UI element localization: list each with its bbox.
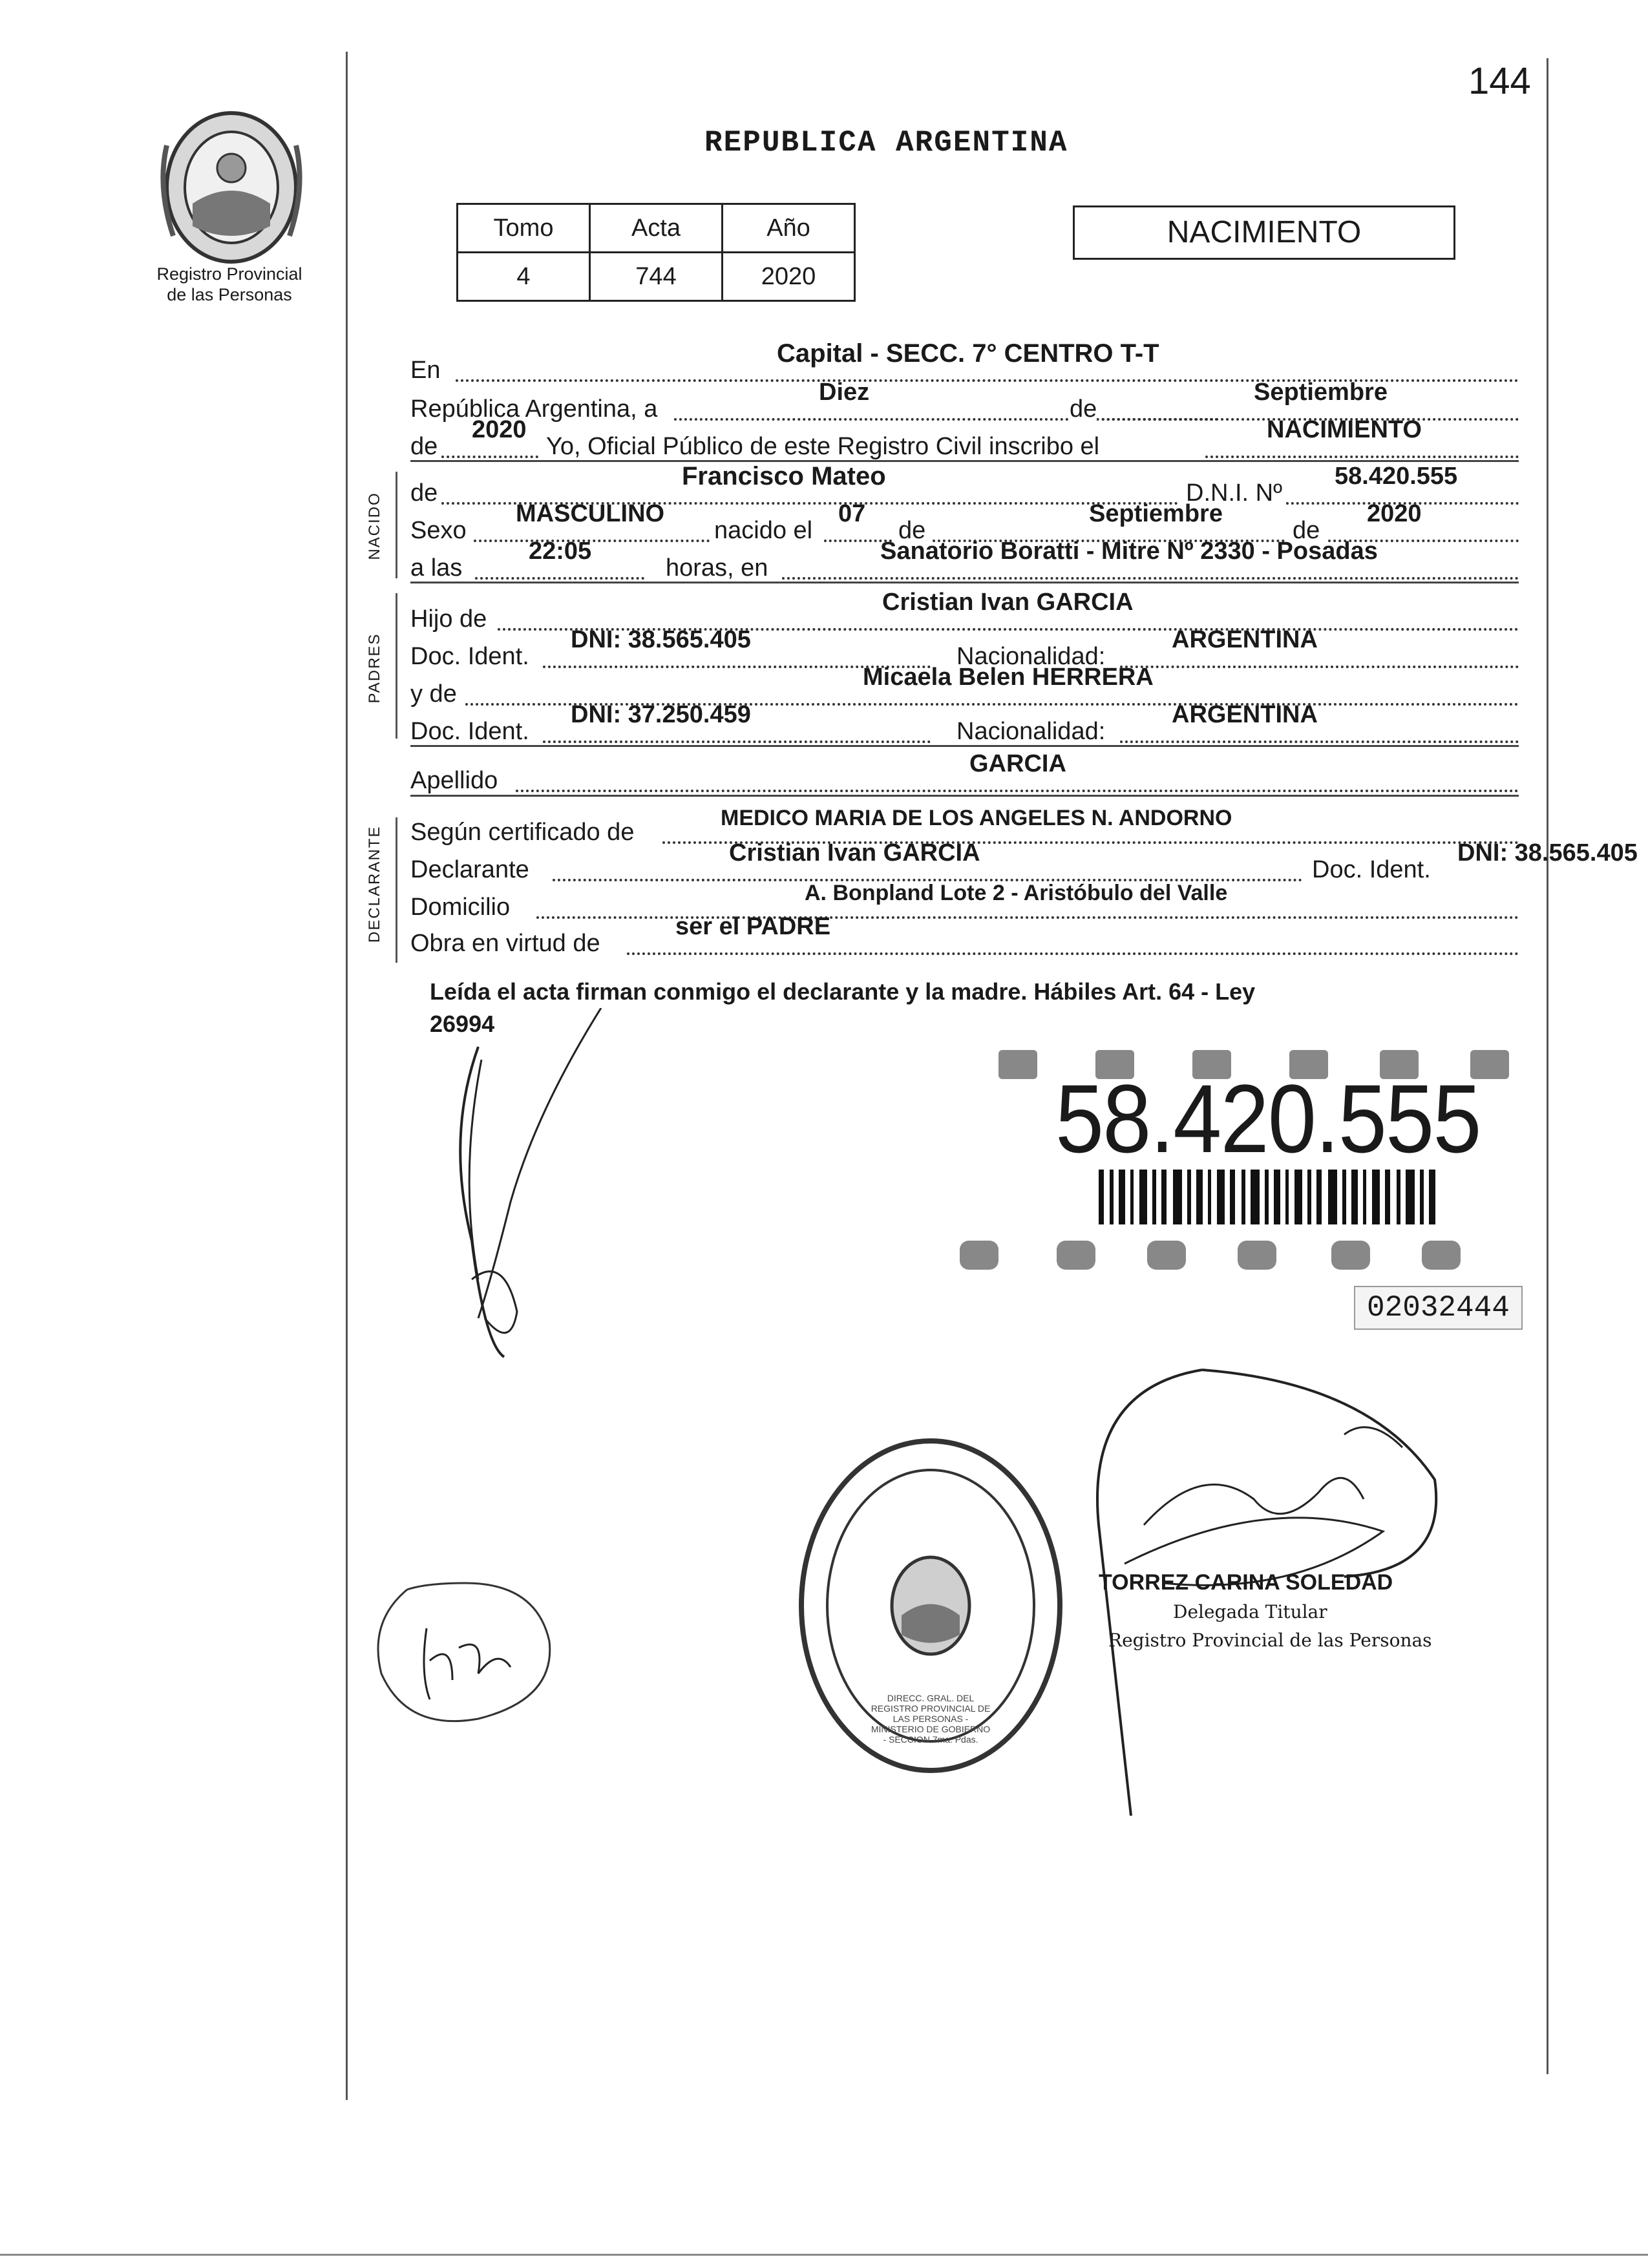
padre-nac-label: Nacionalidad: <box>956 643 1106 670</box>
signatory-name: TORREZ CARINA SOLEDAD <box>1099 1570 1393 1595</box>
en-value: Capital - SECC. 7° CENTRO T-T <box>777 339 1159 368</box>
apellido-value: GARCIA <box>969 750 1066 777</box>
domicilio-label: Domicilio <box>410 894 511 921</box>
nacido-mes: Septiembre <box>1089 500 1223 527</box>
sexo-label: Sexo <box>410 517 467 544</box>
serial-number: 02032444 <box>1354 1286 1523 1330</box>
right-border <box>1547 58 1548 2074</box>
inscribo-value: NACIMIENTO <box>1267 416 1422 443</box>
left-rule <box>346 52 348 2100</box>
anio-value-text: 2020 <box>472 416 527 443</box>
row-madre-doc <box>410 701 1519 750</box>
madre-nac-label: Nacionalidad: <box>956 718 1106 745</box>
registry-value-row <box>458 253 855 301</box>
decl-doc-value: DNI: 38.565.405 <box>1457 839 1638 866</box>
horas-label: horas, en <box>666 554 768 582</box>
logo-caption-line2: de las Personas <box>167 285 292 304</box>
dots <box>441 456 538 458</box>
dots <box>474 540 710 542</box>
declarant-signature <box>433 1008 627 1370</box>
nacido-side-label: NACIDO <box>366 492 383 560</box>
dots <box>516 790 1519 792</box>
page-number: 144 <box>1468 60 1531 102</box>
dots <box>1120 740 1519 743</box>
section-rule <box>410 745 1519 747</box>
logo-caption <box>132 264 326 305</box>
bottom-edge <box>0 2254 1648 2256</box>
nombre-label: de <box>410 479 438 507</box>
republica-label: República Argentina, a <box>410 395 658 423</box>
hijo-label: Hijo de <box>410 605 487 633</box>
madre-value: Micaela Belen HERRERA <box>863 664 1154 691</box>
row-obra <box>410 913 1519 961</box>
registry-header-row <box>458 204 855 253</box>
registry-table <box>456 203 856 302</box>
row-domicilio <box>410 881 1519 925</box>
padre-doc-value: DNI: 38.565.405 <box>571 626 751 653</box>
obra-label: Obra en virtud de <box>410 930 600 957</box>
madre-nac-value: ARGENTINA <box>1172 701 1318 728</box>
yde-label: y de <box>410 680 457 708</box>
nacido-de-label: de <box>898 517 926 544</box>
logo-caption-line1: Registro Provincial <box>156 264 302 284</box>
seal-text: DIRECC. GRAL. DEL REGISTRO PROVINCIAL DE LAS PERSONAS - MINISTERIO DE GOBIERNO - SECCION 7ma. Pdas. <box>871 1693 991 1745</box>
certificado-value: MEDICO MARIA DE LOS ANGELES N. ANDORNO <box>721 806 1232 830</box>
dots <box>543 740 931 743</box>
doc-type-box: NACIMIENTO <box>1073 205 1455 260</box>
alas-label: a las <box>410 554 463 582</box>
nacido-anio: 2020 <box>1367 500 1422 527</box>
document-title: REPUBLICA ARGENTINA <box>704 126 1068 160</box>
padre-nac-value: ARGENTINA <box>1172 626 1318 653</box>
id-number-stamp <box>960 1047 1522 1279</box>
id-number: 58.420.555 <box>1055 1064 1481 1173</box>
nombre-value: Francisco Mateo <box>682 462 886 490</box>
domicilio-value: A. Bonpland Lote 2 - Aristóbulo del Valle <box>805 881 1228 905</box>
dots <box>475 577 644 580</box>
dni-value: 58.420.555 <box>1335 463 1458 490</box>
section-rule <box>410 795 1519 797</box>
dots <box>627 952 1519 955</box>
anio-prefix: de <box>410 433 438 460</box>
certificado-label: Según certificado de <box>410 819 635 846</box>
official-seal <box>795 1434 1066 1777</box>
en-label: En <box>410 357 441 384</box>
signatory-role: Delegada Titular <box>1173 1601 1327 1622</box>
province-emblem <box>154 107 309 268</box>
nacido-de2-label: de <box>1293 517 1320 544</box>
decl-doc-label: Doc. Ident. <box>1312 856 1431 883</box>
initials-signature <box>368 1570 562 1738</box>
nacido-bracket <box>396 472 397 578</box>
nacido-dia: 07 <box>838 500 866 527</box>
declarante-label: Declarante <box>410 856 529 883</box>
apellido-label: Apellido <box>410 767 498 794</box>
tomo-header: Tomo <box>458 204 590 253</box>
nacido-label: nacido el <box>714 517 813 544</box>
anio-value: 2020 <box>723 253 855 301</box>
dots <box>1120 666 1519 668</box>
padres-side-label: PADRES <box>366 633 383 704</box>
declarante-side-label: DECLARANTE <box>366 825 383 943</box>
sexo-value: MASCULINO <box>516 500 665 527</box>
row-apellido <box>410 750 1519 799</box>
section-rule <box>410 582 1519 583</box>
dni-label: D.N.I. Nº <box>1186 479 1282 507</box>
de-label: de <box>1070 391 1097 427</box>
closing-line2: 26994 <box>430 1011 495 1037</box>
declarante-value: Cristian Ivan GARCIA <box>729 839 980 866</box>
row-hora <box>410 538 1519 586</box>
anio-header: Año <box>723 204 855 253</box>
inscribo-label: Yo, Oficial Público de este Registro Civil inscribo el <box>546 433 1100 460</box>
mes-value: Septiembre <box>1254 379 1388 406</box>
dots <box>782 577 1519 580</box>
closing-line1: Leída el acta firman conmigo el declarante y la madre. Hábiles Art. 64 - Ley <box>430 978 1256 1005</box>
padre-doc-label: Doc. Ident. <box>410 643 529 670</box>
madre-doc-label: Doc. Ident. <box>410 718 529 745</box>
obra-value: ser el PADRE <box>675 913 831 940</box>
signatory-org: Registro Provincial de las Personas <box>1108 1630 1432 1651</box>
acta-value: 744 <box>590 253 723 301</box>
acta-header: Acta <box>590 204 723 253</box>
padres-bracket <box>396 593 397 739</box>
madre-doc-value: DNI: 37.250.459 <box>571 701 751 728</box>
lugar-value: Sanatorio Boratti - Mitre Nº 2330 - Posadas <box>880 538 1378 565</box>
dia-value: Diez <box>819 379 870 406</box>
declarante-bracket <box>396 817 397 963</box>
hora-value: 22:05 <box>529 538 592 565</box>
padre-value: Cristian Ivan GARCIA <box>882 589 1134 616</box>
tomo-value: 4 <box>458 253 590 301</box>
